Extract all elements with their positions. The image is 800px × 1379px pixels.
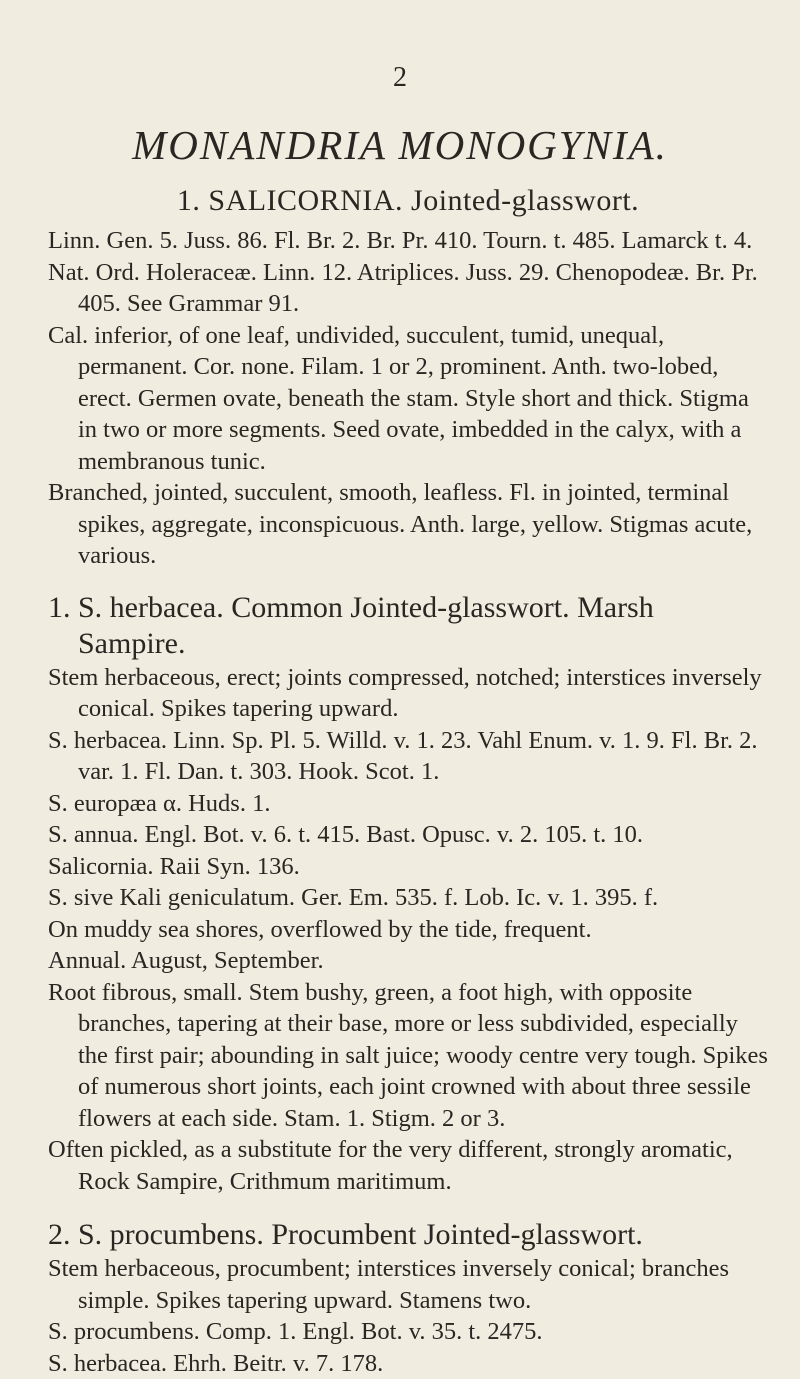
habit-description: Branched, jointed, succulent, smooth, leafless. Fl. in jointed, terminal spikes, aggregate, inconspicuous. Anth. large, yellow. Stigmas acute, various. (48, 477, 768, 572)
duration-line: Annual. August, September. (48, 945, 768, 977)
species-entry (48, 1217, 768, 1379)
genus-references: Linn. Gen. 5. Juss. 86. Fl. Br. 2. Br. Pr. 410. Tourn. t. 485. Lamarck t. 4. (48, 225, 768, 257)
page-number: 2 (0, 64, 800, 92)
description-paragraph: Root fibrous, small. Stem bushy, green, a foot high, with opposite branches, tapering at their base, more or less subdivided, especially the first pair; abounding in salt juice; woody centre very tough. Spikes of numerous short joints, each joint crowned with about three sessile flowers at each side. Stam. 1. Stigm. 2 or 3. (48, 977, 768, 1135)
generic-character: Cal. inferior, of one leaf, undivided, succulent, tumid, unequal, permanent. Cor. none. Filam. 1 or 2, prominent. Anth. two-lobed, erect. Germen ovate, beneath the stam. Style short and thick. Stigma in two or more segments. Seed ovate, imbedded in the calyx, with a membranous tunic. (48, 320, 768, 478)
genus-heading: 1. SALICORNIA. Jointed-glasswort. (48, 183, 768, 219)
synonym-line: Salicornia. Raii Syn. 136. (48, 851, 768, 883)
running-head: MONANDRIA MONOGYNIA. (0, 122, 800, 168)
synonym-line: S. procumbens. Comp. 1. Engl. Bot. v. 35. t. 2475. (48, 1316, 768, 1348)
page-body (48, 183, 768, 1379)
note-paragraph: Often pickled, as a substitute for the very different, strongly aromatic, Rock Sampire, Crithmum maritimum. (48, 1134, 768, 1197)
species-heading: 2. S. procumbens. Procumbent Jointed-glasswort. (48, 1217, 768, 1253)
synonym-line: S. herbacea. Linn. Sp. Pl. 5. Willd. v. 1. 23. Vahl Enum. v. 1. 9. Fl. Br. 2. var. 1. Fl. Dan. t. 303. Hook. Scot. 1. (48, 725, 768, 788)
habitat-line: On muddy sea shores, overflowed by the tide, frequent. (48, 914, 768, 946)
synonym-line: S. herbacea. Ehrh. Beitr. v. 7. 178. (48, 1348, 768, 1379)
species-character: Stem herbaceous, erect; joints compressed, notched; interstices inversely conical. Spikes tapering upward. (48, 662, 768, 725)
species-entry (48, 590, 768, 1198)
synonym-line: S. europæa α. Huds. 1. (48, 788, 768, 820)
synonym-line: S. sive Kali geniculatum. Ger. Em. 535. f. Lob. Ic. v. 1. 395. f. (48, 882, 768, 914)
synonym-line: S. annua. Engl. Bot. v. 6. t. 415. Bast. Opusc. v. 2. 105. t. 10. (48, 819, 768, 851)
species-character: Stem herbaceous, procumbent; interstices inversely conical; branches simple. Spikes tapering upward. Stamens two. (48, 1253, 768, 1316)
species-heading: 1. S. herbacea. Common Jointed-glasswort. Marsh Sampire. (48, 590, 768, 662)
natural-order-references: Nat. Ord. Holeraceæ. Linn. 12. Atriplices. Juss. 29. Chenopodeæ. Br. Pr. 405. See Grammar 91. (48, 257, 768, 320)
